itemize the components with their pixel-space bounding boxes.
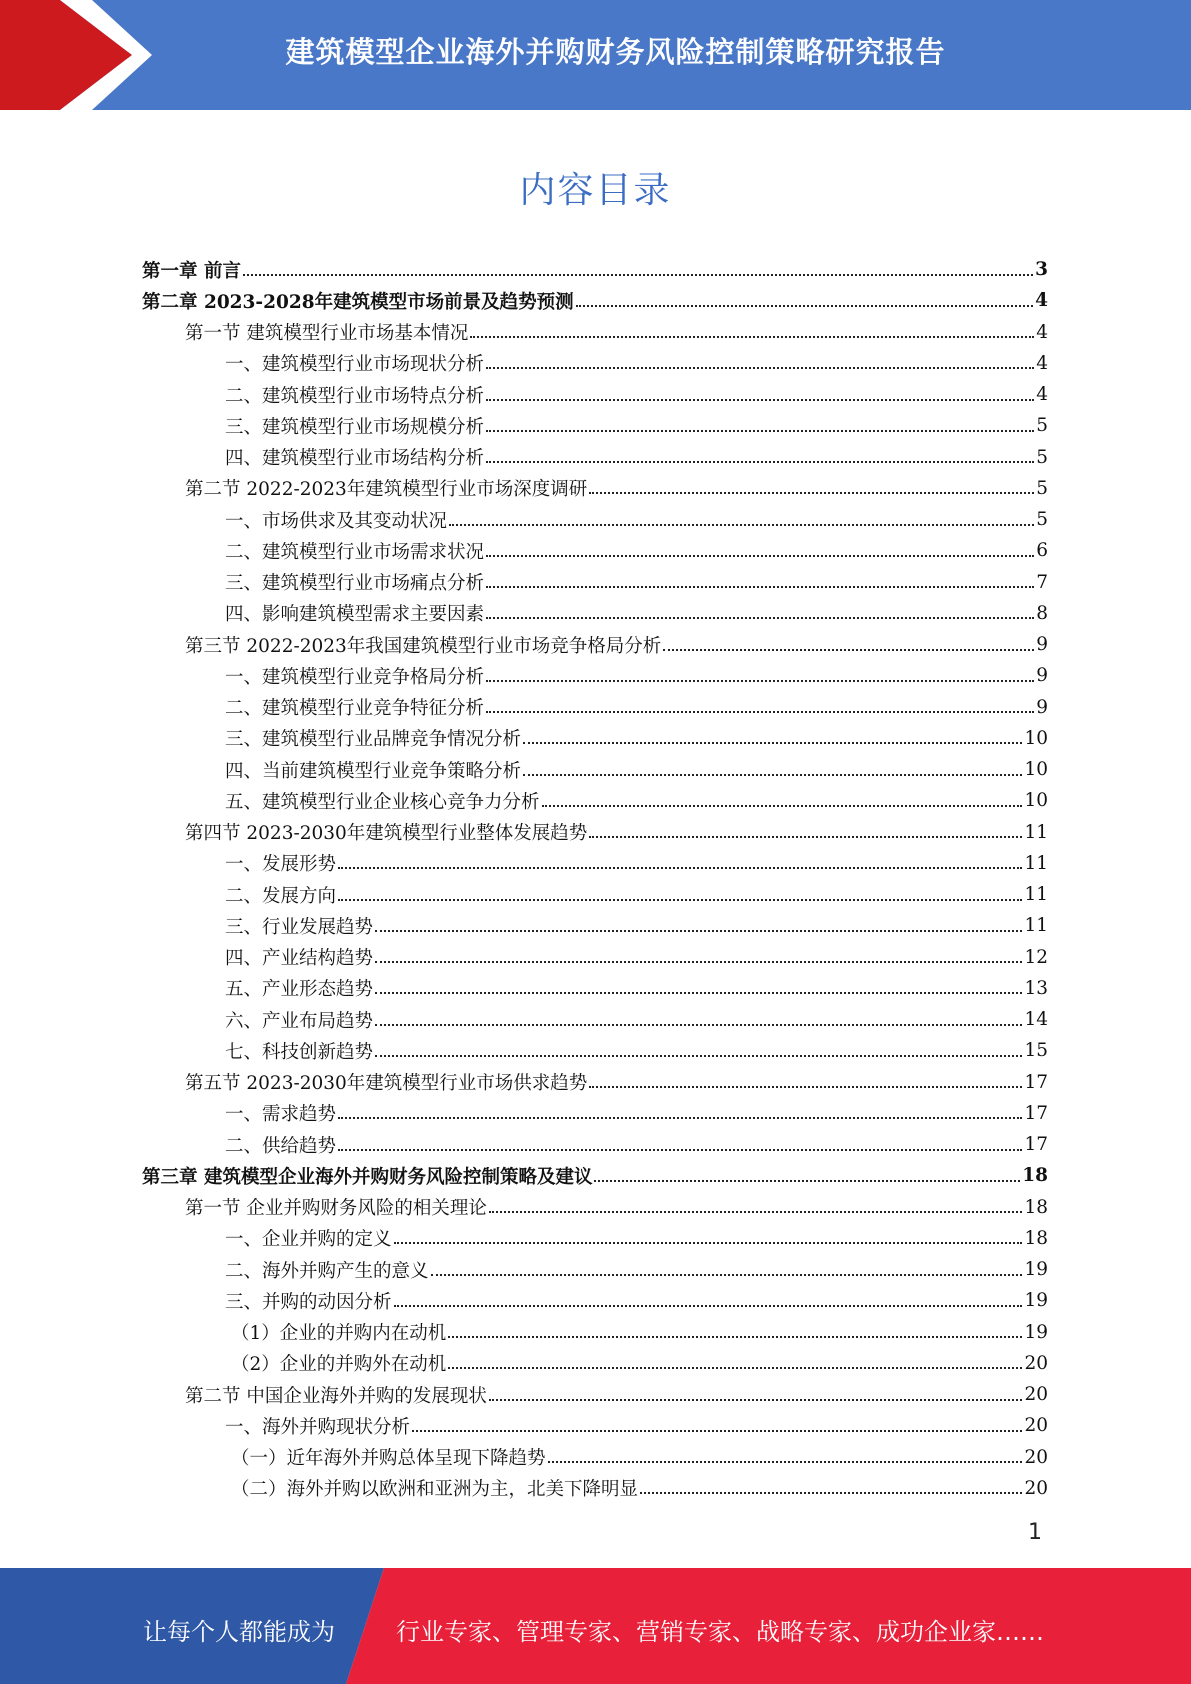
toc-dot-leader [486, 617, 1034, 619]
toc-entry-page: 19 [1024, 1321, 1048, 1343]
toc-dot-leader [448, 1367, 1022, 1369]
toc-entry-page: 12 [1024, 946, 1048, 968]
toc-entry-page: 6 [1036, 540, 1048, 562]
toc-dot-leader [375, 1055, 1022, 1057]
toc-dot-leader [486, 711, 1034, 713]
toc-entry[interactable] [142, 942, 1048, 973]
toc-dot-leader [486, 367, 1034, 369]
toc-entry-label: 一、需求趋势 [225, 1104, 337, 1126]
toc-entry[interactable] [142, 723, 1048, 754]
toc-entry[interactable] [142, 1098, 1048, 1129]
toc-entry-page: 11 [1024, 884, 1048, 906]
toc-dot-leader [243, 274, 1033, 276]
toc-dot-leader [594, 1180, 1020, 1182]
toc-entry-page: 11 [1024, 852, 1048, 874]
toc-entry[interactable] [142, 754, 1048, 785]
toc-dot-leader [338, 1117, 1022, 1119]
toc-entry[interactable] [142, 1348, 1048, 1379]
toc-entry[interactable] [142, 1379, 1048, 1410]
toc-entry-page: 15 [1024, 1040, 1048, 1062]
toc-entry[interactable] [142, 1129, 1048, 1160]
toc-entry-page: 4 [1036, 352, 1048, 374]
toc-entry-page: 11 [1024, 821, 1048, 843]
toc-entry-label: 第四节 2023-2030年建筑模型行业整体发展趋势 [185, 823, 588, 845]
toc-dot-leader [542, 805, 1023, 807]
toc-entry-label: 第一章 前言 [142, 260, 241, 282]
toc-entry-label: 三、建筑模型行业市场痛点分析 [225, 573, 485, 595]
toc-entry-label: 二、发展方向 [225, 885, 337, 907]
toc-dot-leader [489, 1211, 1023, 1213]
toc-entry-label: 三、建筑模型行业品牌竞争情况分析 [225, 729, 522, 751]
toc-dot-leader [449, 524, 1034, 526]
toc-dot-leader [431, 1274, 1023, 1276]
toc-entry[interactable] [142, 1410, 1048, 1441]
toc-dot-leader [338, 899, 1022, 901]
toc-entry-page: 19 [1024, 1259, 1048, 1281]
report-title: 建筑模型企业海外并购财务风险控制策略研究报告 [285, 34, 946, 69]
toc-entry-label: （一）近年海外并购总体呈现下降趋势 [231, 1448, 546, 1470]
toc-entry[interactable] [142, 254, 1048, 285]
toc-entry-label: 第五节 2023-2030年建筑模型行业市场供求趋势 [185, 1073, 588, 1095]
toc-entry[interactable] [142, 504, 1048, 535]
toc-entry-page: 20 [1024, 1415, 1048, 1437]
toc-dot-leader [470, 336, 1034, 338]
toc-entry[interactable] [142, 1035, 1048, 1066]
toc-entry[interactable] [142, 1473, 1048, 1504]
header-banner [0, 0, 1191, 110]
toc-entry-label: 三、行业发展趋势 [225, 916, 374, 938]
toc-dot-leader [640, 1492, 1022, 1494]
toc-entry-page: 17 [1024, 1071, 1048, 1093]
footer-slogan-left: 让每个人都能成为 [143, 1618, 335, 1646]
toc-entry[interactable] [142, 1223, 1048, 1254]
toc-entry-label: 五、建筑模型行业企业核心竞争力分析 [225, 791, 540, 813]
toc-dot-leader [486, 680, 1034, 682]
toc-entry-label: 二、建筑模型行业市场特点分析 [225, 385, 485, 407]
toc-entry-label: 一、市场供求及其变动状况 [225, 510, 448, 532]
toc-entry-page: 13 [1024, 977, 1048, 999]
toc-entry-label: 四、当前建筑模型行业竞争策略分析 [225, 760, 522, 782]
toc-entry-page: 10 [1024, 759, 1048, 781]
toc-entry[interactable] [142, 379, 1048, 410]
toc-entry[interactable] [142, 285, 1048, 316]
toc-entry[interactable] [142, 1004, 1048, 1035]
toc-entry-label: 第二节 中国企业海外并购的发展现状 [185, 1385, 487, 1407]
toc-entry-page: 18 [1022, 1165, 1048, 1187]
toc-entry[interactable] [142, 1442, 1048, 1473]
toc-title: 内容目录 [519, 170, 672, 211]
toc-entry-label: 一、建筑模型行业竞争格局分析 [225, 666, 485, 688]
toc-entry-page: 8 [1036, 602, 1048, 624]
toc-entry-label: 二、海外并购产生的意义 [225, 1260, 429, 1282]
toc-dot-leader [486, 430, 1034, 432]
toc-entry[interactable] [142, 1285, 1048, 1316]
toc-entry-page: 5 [1036, 509, 1048, 531]
toc-entry-page: 20 [1024, 1446, 1048, 1468]
toc-entry-page: 11 [1024, 915, 1048, 937]
toc-entry-label: 四、影响建筑模型需求主要因素 [225, 604, 485, 626]
toc-entry[interactable] [142, 442, 1048, 473]
toc-entry[interactable] [142, 567, 1048, 598]
toc-entry[interactable] [142, 348, 1048, 379]
toc-dot-leader [523, 742, 1022, 744]
toc-entry-label: 六、产业布局趋势 [225, 1010, 374, 1032]
toc-dot-leader [486, 399, 1034, 401]
toc-dot-leader [576, 305, 1034, 307]
toc-entry[interactable] [142, 1160, 1048, 1191]
toc-entry[interactable] [142, 848, 1048, 879]
toc-entry[interactable] [142, 598, 1048, 629]
toc-dot-leader [448, 1336, 1022, 1338]
toc-dot-leader [375, 930, 1022, 932]
toc-entry-page: 10 [1024, 790, 1048, 812]
toc-entry[interactable] [142, 910, 1048, 941]
toc-entry-page: 17 [1024, 1102, 1048, 1124]
toc-entry[interactable] [142, 785, 1048, 816]
toc-entry-label: 三、并购的动因分析 [225, 1291, 392, 1313]
toc-dot-leader [486, 461, 1034, 463]
toc-entry-label: 第二章 2023-2028年建筑模型市场前景及趋势预测 [142, 291, 574, 313]
toc-dot-leader [589, 1086, 1022, 1088]
toc-entry-label: 五、产业形态趋势 [225, 979, 374, 1001]
toc-entry-label: 第三节 2022-2023年我国建筑模型行业市场竞争格局分析 [185, 635, 662, 657]
footer-slogan-right: 行业专家、管理专家、营销专家、战略专家、成功企业家…… [396, 1618, 1044, 1646]
footer-banner [0, 1568, 1191, 1684]
toc-entry-page: 18 [1024, 1227, 1048, 1249]
toc-entry[interactable] [142, 817, 1048, 848]
toc-entry-page: 3 [1035, 259, 1048, 281]
toc-entry-page: 18 [1024, 1196, 1048, 1218]
toc-dot-leader [663, 649, 1034, 651]
toc-entry[interactable] [142, 629, 1048, 660]
toc-dot-leader [375, 1024, 1022, 1026]
toc-entry-page: 7 [1036, 571, 1048, 593]
toc-dot-leader [589, 836, 1022, 838]
toc-entry-page: 4 [1036, 384, 1048, 406]
toc-entry-page: 4 [1035, 290, 1048, 312]
toc-entry[interactable] [142, 692, 1048, 723]
toc-entry[interactable] [142, 317, 1048, 348]
toc-entry[interactable] [142, 1254, 1048, 1285]
toc-dot-leader [412, 1430, 1022, 1432]
toc-entry[interactable] [142, 879, 1048, 910]
toc-dot-leader [486, 555, 1034, 557]
toc-dot-leader [548, 1461, 1023, 1463]
toc-entry-page: 5 [1036, 446, 1048, 468]
toc-dot-leader [489, 1399, 1023, 1401]
toc-entry-label: 四、建筑模型行业市场结构分析 [225, 448, 485, 470]
toc-entry-page: 14 [1024, 1009, 1048, 1031]
toc-dot-leader [523, 774, 1022, 776]
toc-entry-page: 19 [1024, 1290, 1048, 1312]
table-of-contents [142, 254, 1048, 1504]
toc-entry-label: 第一节 建筑模型行业市场基本情况 [185, 323, 469, 345]
toc-dot-leader [589, 492, 1034, 494]
toc-entry[interactable] [142, 535, 1048, 566]
toc-dot-leader [338, 867, 1022, 869]
toc-entry-label: 二、建筑模型行业市场需求状况 [225, 541, 485, 563]
toc-entry-page: 20 [1024, 1384, 1048, 1406]
toc-entry-page: 10 [1024, 727, 1048, 749]
toc-entry[interactable] [142, 1317, 1048, 1348]
toc-entry[interactable] [142, 410, 1048, 441]
toc-entry-label: 一、建筑模型行业市场现状分析 [225, 354, 485, 376]
toc-entry-label: 二、供给趋势 [225, 1135, 337, 1157]
toc-dot-leader [375, 961, 1022, 963]
toc-entry-label: （1）企业的并购内在动机 [231, 1323, 447, 1345]
toc-entry-page: 9 [1036, 665, 1048, 687]
toc-entry-page: 17 [1024, 1134, 1048, 1156]
toc-entry-label: 第二节 2022-2023年建筑模型行业市场深度调研 [185, 479, 588, 501]
toc-entry-page: 20 [1024, 1477, 1048, 1499]
toc-entry-page: 9 [1036, 634, 1048, 656]
toc-entry-label: （二）海外并购以欧洲和亚洲为主，北美下降明显 [231, 1479, 639, 1501]
toc-entry-page: 4 [1036, 321, 1048, 343]
toc-entry-label: 第一节 企业并购财务风险的相关理论 [185, 1198, 487, 1220]
toc-entry[interactable] [142, 660, 1048, 691]
toc-dot-leader [375, 992, 1022, 994]
toc-entry[interactable] [142, 973, 1048, 1004]
toc-entry-page: 9 [1036, 696, 1048, 718]
toc-entry[interactable] [142, 473, 1048, 504]
toc-entry-label: 三、建筑模型行业市场规模分析 [225, 416, 485, 438]
page-number: 1 [1028, 1520, 1042, 1545]
toc-entry-label: 一、企业并购的定义 [225, 1229, 392, 1251]
toc-dot-leader [338, 1149, 1022, 1151]
toc-entry-label: 四、产业结构趋势 [225, 948, 374, 970]
toc-entry-label: 一、海外并购现状分析 [225, 1416, 411, 1438]
toc-entry[interactable] [142, 1192, 1048, 1223]
toc-entry-page: 5 [1036, 415, 1048, 437]
toc-dot-leader [394, 1305, 1023, 1307]
toc-dot-leader [486, 586, 1034, 588]
toc-entry-label: （2）企业的并购外在动机 [231, 1354, 447, 1376]
toc-entry-label: 二、建筑模型行业竞争特征分析 [225, 698, 485, 720]
toc-entry-label: 七、科技创新趋势 [225, 1041, 374, 1063]
toc-entry-label: 第三章 建筑模型企业海外并购财务风险控制策略及建议 [142, 1166, 593, 1188]
toc-entry-page: 5 [1036, 477, 1048, 499]
toc-dot-leader [394, 1242, 1023, 1244]
toc-entry-label: 一、发展形势 [225, 854, 337, 876]
toc-entry-page: 20 [1024, 1352, 1048, 1374]
toc-entry[interactable] [142, 1067, 1048, 1098]
